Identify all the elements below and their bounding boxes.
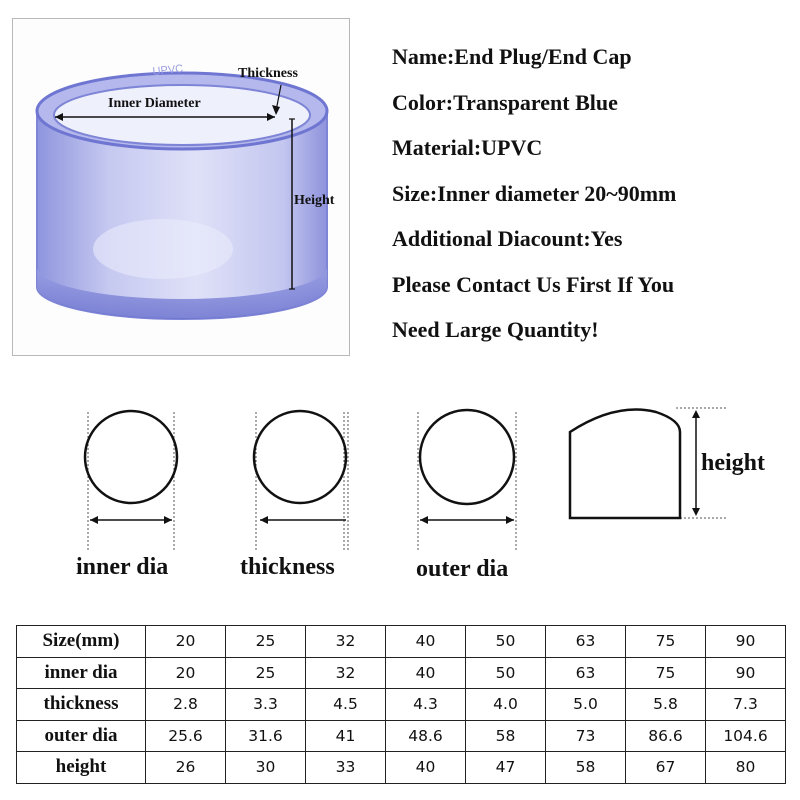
info-size: Size:Inner diameter 20~90mm [392, 180, 677, 206]
table-cell: 63 [546, 626, 626, 658]
inner-diameter-label: Inner Diameter [108, 96, 201, 111]
info-contact-2: Need Large Quantity! [392, 317, 599, 342]
table-cell: 80 [706, 752, 786, 784]
end-cap-illustration [13, 19, 350, 356]
table-row [17, 657, 786, 689]
row-header: inner dia [17, 657, 146, 689]
info-name: Name:End Plug/End Cap [392, 44, 632, 69]
spec-table [16, 625, 786, 784]
height-label-diagram: height [701, 450, 766, 476]
row-header: outer dia [17, 720, 146, 752]
table-cell: 32 [306, 626, 386, 658]
table-cell: 73 [546, 720, 626, 752]
table-cell: 4.0 [466, 689, 546, 721]
row-header: Size(mm) [17, 626, 146, 658]
thickness-label-diagram: thickness [240, 554, 335, 580]
table-cell: 5.8 [626, 689, 706, 721]
info-material: Material:UPVC [392, 135, 543, 160]
table-cell: 50 [466, 657, 546, 689]
embossed-text: UPVC [152, 62, 184, 78]
table-cell: 25 [226, 626, 306, 658]
table-row [17, 626, 786, 658]
table-cell: 90 [706, 657, 786, 689]
table-cell: 58 [546, 752, 626, 784]
info-discount: Additional Diacount:Yes [392, 226, 623, 251]
product-photo [12, 18, 350, 356]
table-cell: 25.6 [146, 720, 226, 752]
table-cell: 40 [386, 626, 466, 658]
info-contact-1: Please Contact Us First If You [392, 271, 675, 297]
table-cell: 7.3 [706, 689, 786, 721]
table-cell: 25 [226, 657, 306, 689]
table-row [17, 689, 786, 721]
table-row [17, 752, 786, 784]
table-cell: 67 [626, 752, 706, 784]
inner-dia-label: inner dia [76, 554, 169, 580]
table-cell: 90 [706, 626, 786, 658]
table-cell: 4.3 [386, 689, 466, 721]
table-cell: 50 [466, 626, 546, 658]
table-cell: 104.6 [706, 720, 786, 752]
table-cell: 58 [466, 720, 546, 752]
thickness-diagram [240, 402, 360, 580]
table-cell: 30 [226, 752, 306, 784]
info-color: Color:Transparent Blue [392, 89, 618, 115]
table-cell: 33 [306, 752, 386, 784]
table-row [17, 720, 786, 752]
table-cell: 4.5 [306, 689, 386, 721]
product-info [392, 38, 676, 357]
thickness-label: Thickness [238, 66, 298, 81]
table-cell: 26 [146, 752, 226, 784]
height-label: Height [294, 193, 335, 208]
row-header: thickness [17, 689, 146, 721]
outer-dia-diagram [412, 402, 522, 582]
table-cell: 32 [306, 657, 386, 689]
table-cell: 40 [386, 657, 466, 689]
height-diagram [566, 402, 766, 527]
table-cell: 5.0 [546, 689, 626, 721]
table-cell: 20 [146, 626, 226, 658]
table-cell: 31.6 [226, 720, 306, 752]
table-cell: 3.3 [226, 689, 306, 721]
table-cell: 2.8 [146, 689, 226, 721]
table-cell: 75 [626, 657, 706, 689]
table-cell: 75 [626, 626, 706, 658]
table-cell: 48.6 [386, 720, 466, 752]
table-cell: 41 [306, 720, 386, 752]
table-cell: 86.6 [626, 720, 706, 752]
row-header: height [17, 752, 146, 784]
outer-dia-label: outer dia [416, 556, 509, 582]
table-cell: 20 [146, 657, 226, 689]
table-cell: 63 [546, 657, 626, 689]
inner-dia-diagram [76, 402, 186, 580]
table-cell: 47 [466, 752, 546, 784]
table-cell: 40 [386, 752, 466, 784]
